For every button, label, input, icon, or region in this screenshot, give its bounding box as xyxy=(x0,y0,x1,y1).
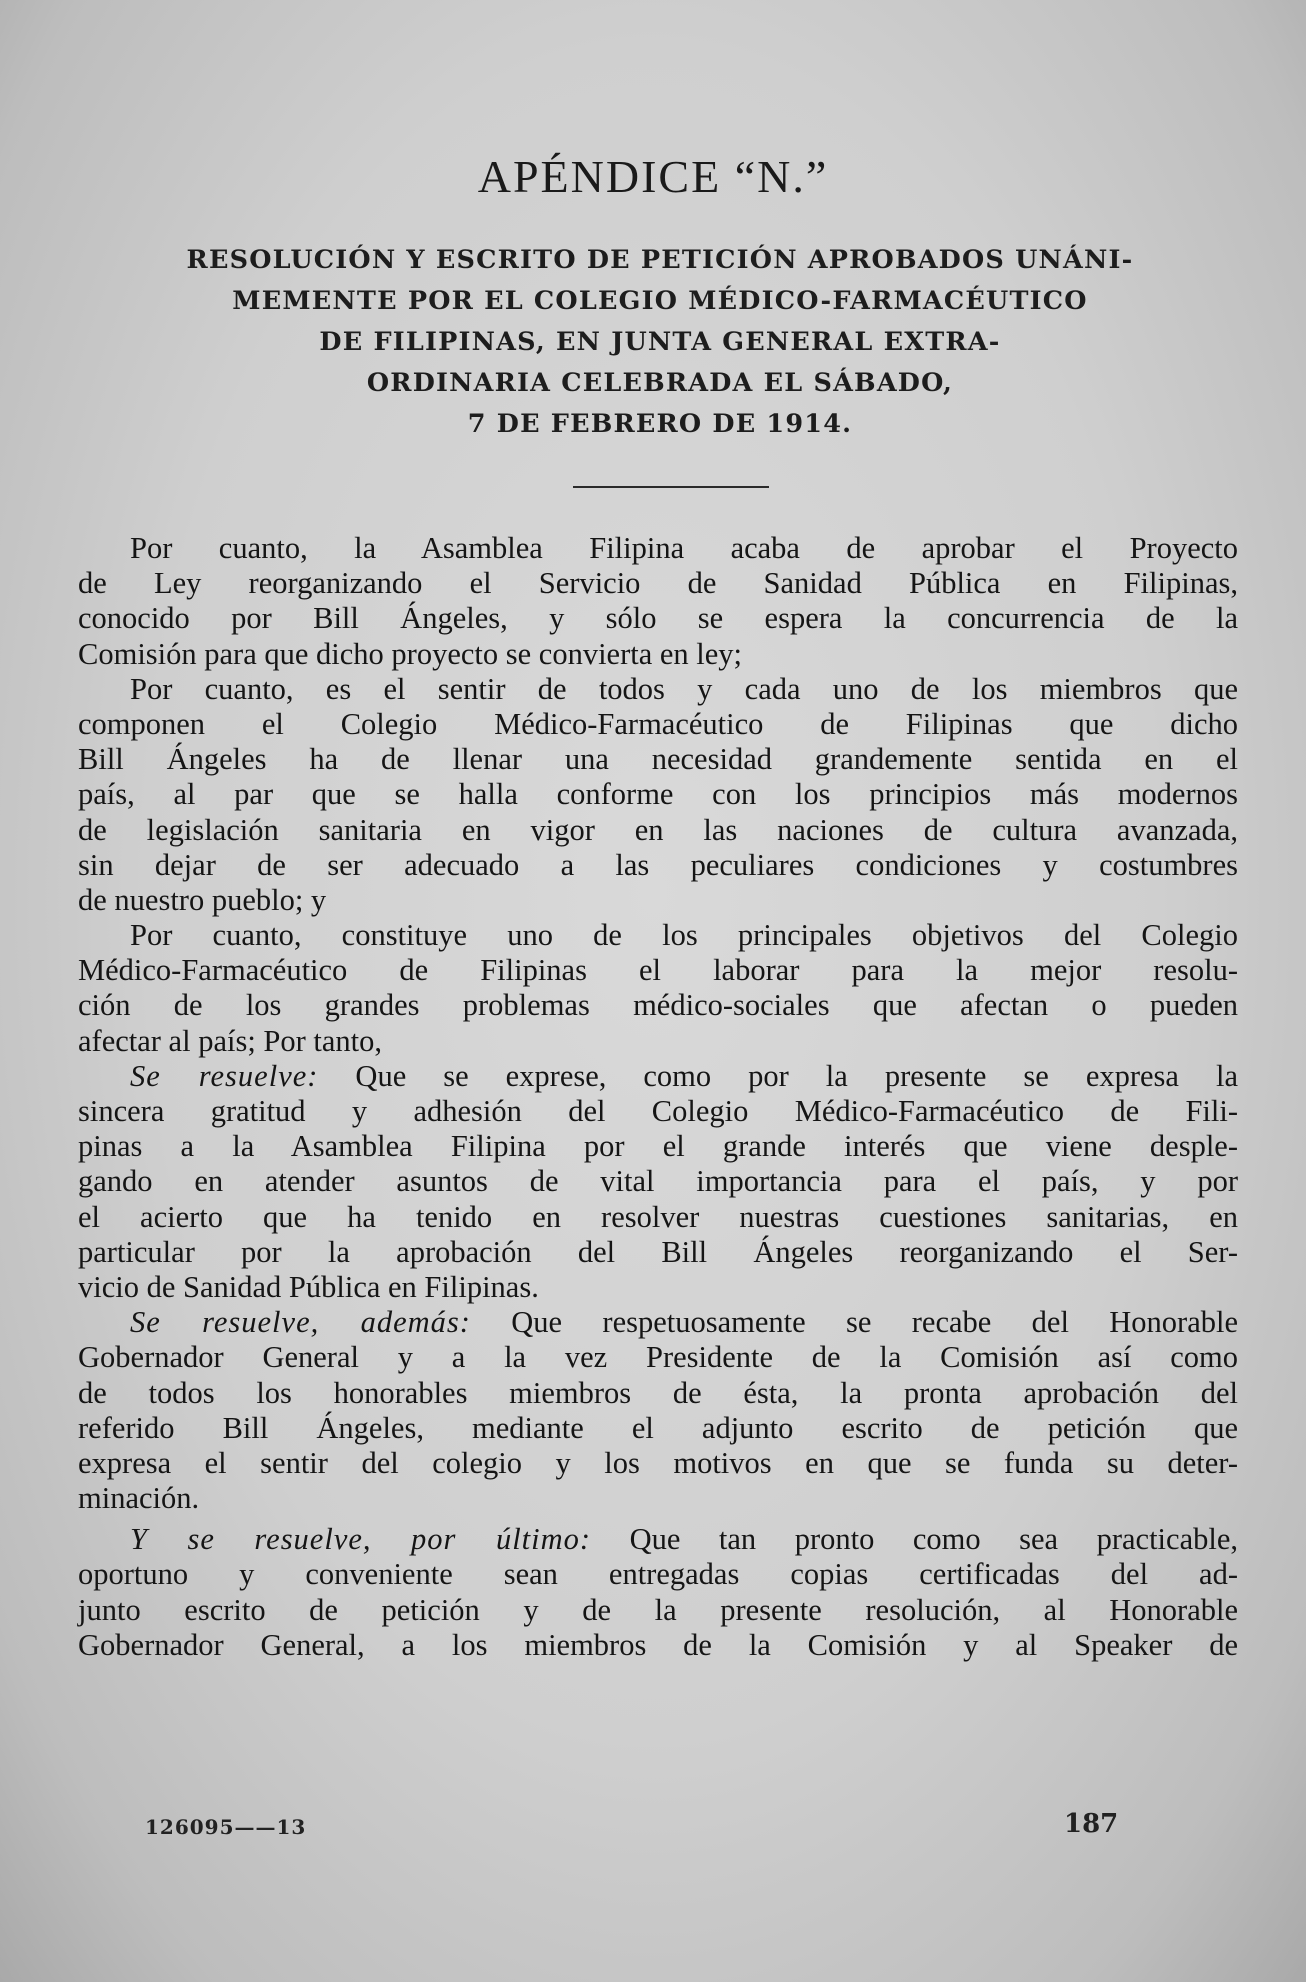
text-line: expresa el sentir del colegio y los motivos en que se funda su deter- xyxy=(78,1445,1238,1480)
text-line: país, al par que se halla conforme con los principios más modernos xyxy=(78,777,1238,812)
text-line: afectar al país; Por tanto, xyxy=(78,1023,383,1058)
text-line: Gobernador General, a los miembros de la Comisión y al Speaker de xyxy=(78,1627,1238,1662)
signature-mark: 126095——13 xyxy=(145,1815,307,1839)
text-line: gando en atender asuntos de vital importancia para el país, y por xyxy=(78,1164,1238,1199)
subtitle-line: 7 DE FEBRERO DE 1914. xyxy=(467,409,853,439)
text-line: de legislación sanitaria en vigor en las naciones de cultura avanzada, xyxy=(78,812,1238,847)
resolution-subtitle xyxy=(90,240,1230,445)
text-line xyxy=(78,1305,1238,1340)
text-line: junto escrito de petición y de la presente resolución, al Honorable xyxy=(78,1592,1238,1627)
body-text xyxy=(78,531,1238,1663)
text-line: pinas a la Asamblea Filipina por el grande interés que viene desple- xyxy=(78,1129,1238,1164)
text-line: particular por la aprobación del Bill Ángeles reorganizando el Ser- xyxy=(78,1234,1238,1269)
text-line: sincera gratitud y adhesión del Colegio Médico-Farmacéutico de Fili- xyxy=(78,1094,1238,1128)
resolution-lead: Y se resuelve, por último: xyxy=(130,1522,592,1557)
text-line: de nuestro pueblo; y xyxy=(78,882,327,917)
text-line: de Ley reorganizando el Servicio de Sanidad Pública en Filipinas, xyxy=(78,566,1238,601)
text-line xyxy=(78,1059,1238,1094)
text-line: Médico-Farmacéutico de Filipinas el laborar para la mejor resolu- xyxy=(78,953,1238,988)
subtitle-line: MEMENTE POR EL COLEGIO MÉDICO-FARMACÉUTICO xyxy=(232,286,1088,316)
text-fragment: Que tan pronto como sea practicable, xyxy=(629,1522,1238,1557)
section-divider xyxy=(573,486,769,488)
text-line: Comisión para que dicho proyecto se convierta en ley; xyxy=(78,636,743,671)
text-line: el acierto que ha tenido en resolver nuestras cuestiones sanitarias, en xyxy=(78,1199,1238,1234)
text-line: Gobernador General y a la vez Presidente de la Comisión así como xyxy=(78,1340,1238,1375)
text-line: sin dejar de ser adecuado a las peculiares condiciones y costumbres xyxy=(78,847,1238,882)
page-number: 187 xyxy=(1064,1809,1119,1839)
text-line: referido Bill Ángeles, mediante el adjunto escrito de petición que xyxy=(78,1410,1238,1445)
subtitle-line: RESOLUCIÓN Y ESCRITO DE PETICIÓN APROBADOS UNÁNI- xyxy=(186,245,1134,275)
subtitle-line: ORDINARIA CELEBRADA EL SÁBADO, xyxy=(366,368,954,398)
subtitle-line: DE FILIPINAS, EN JUNTA GENERAL EXTRA- xyxy=(319,327,1001,357)
text-fragment: Que respetuosamente se recabe del Honorable xyxy=(511,1305,1238,1340)
resolution-lead: Se resuelve: xyxy=(130,1058,319,1093)
text-line: Por cuanto, la Asamblea Filipina acaba de aprobar el Proyecto xyxy=(130,531,1238,565)
text-line: oportuno y conveniente sean entregadas copias certificadas del ad- xyxy=(78,1557,1238,1592)
text-line: Por cuanto, es el sentir de todos y cada uno de los miembros que xyxy=(130,671,1238,706)
text-line xyxy=(78,1522,1238,1557)
text-line: conocido por Bill Ángeles, y sólo se espera la concurrencia de la xyxy=(78,601,1238,636)
resolution-lead: Se resuelve, además: xyxy=(130,1305,471,1340)
text-line: ción de los grandes problemas médico-sociales que afectan o pueden xyxy=(78,988,1238,1023)
text-line: Por cuanto, constituye uno de los principales objetivos del Colegio xyxy=(130,918,1238,953)
text-fragment: Que se exprese, como por la presente se expresa la xyxy=(355,1058,1238,1093)
text-line: Bill Ángeles ha de llenar una necesidad grandemente sentida en el xyxy=(78,742,1238,777)
text-line: componen el Colegio Médico-Farmacéutico de Filipinas que dicho xyxy=(78,706,1238,741)
appendix-title: APÉNDICE “N.” xyxy=(477,151,829,202)
text-line: vicio de Sanidad Pública en Filipinas. xyxy=(78,1269,539,1304)
text-line: de todos los honorables miembros de ésta, la pronta aprobación del xyxy=(78,1375,1238,1410)
text-line: minación. xyxy=(78,1481,200,1516)
